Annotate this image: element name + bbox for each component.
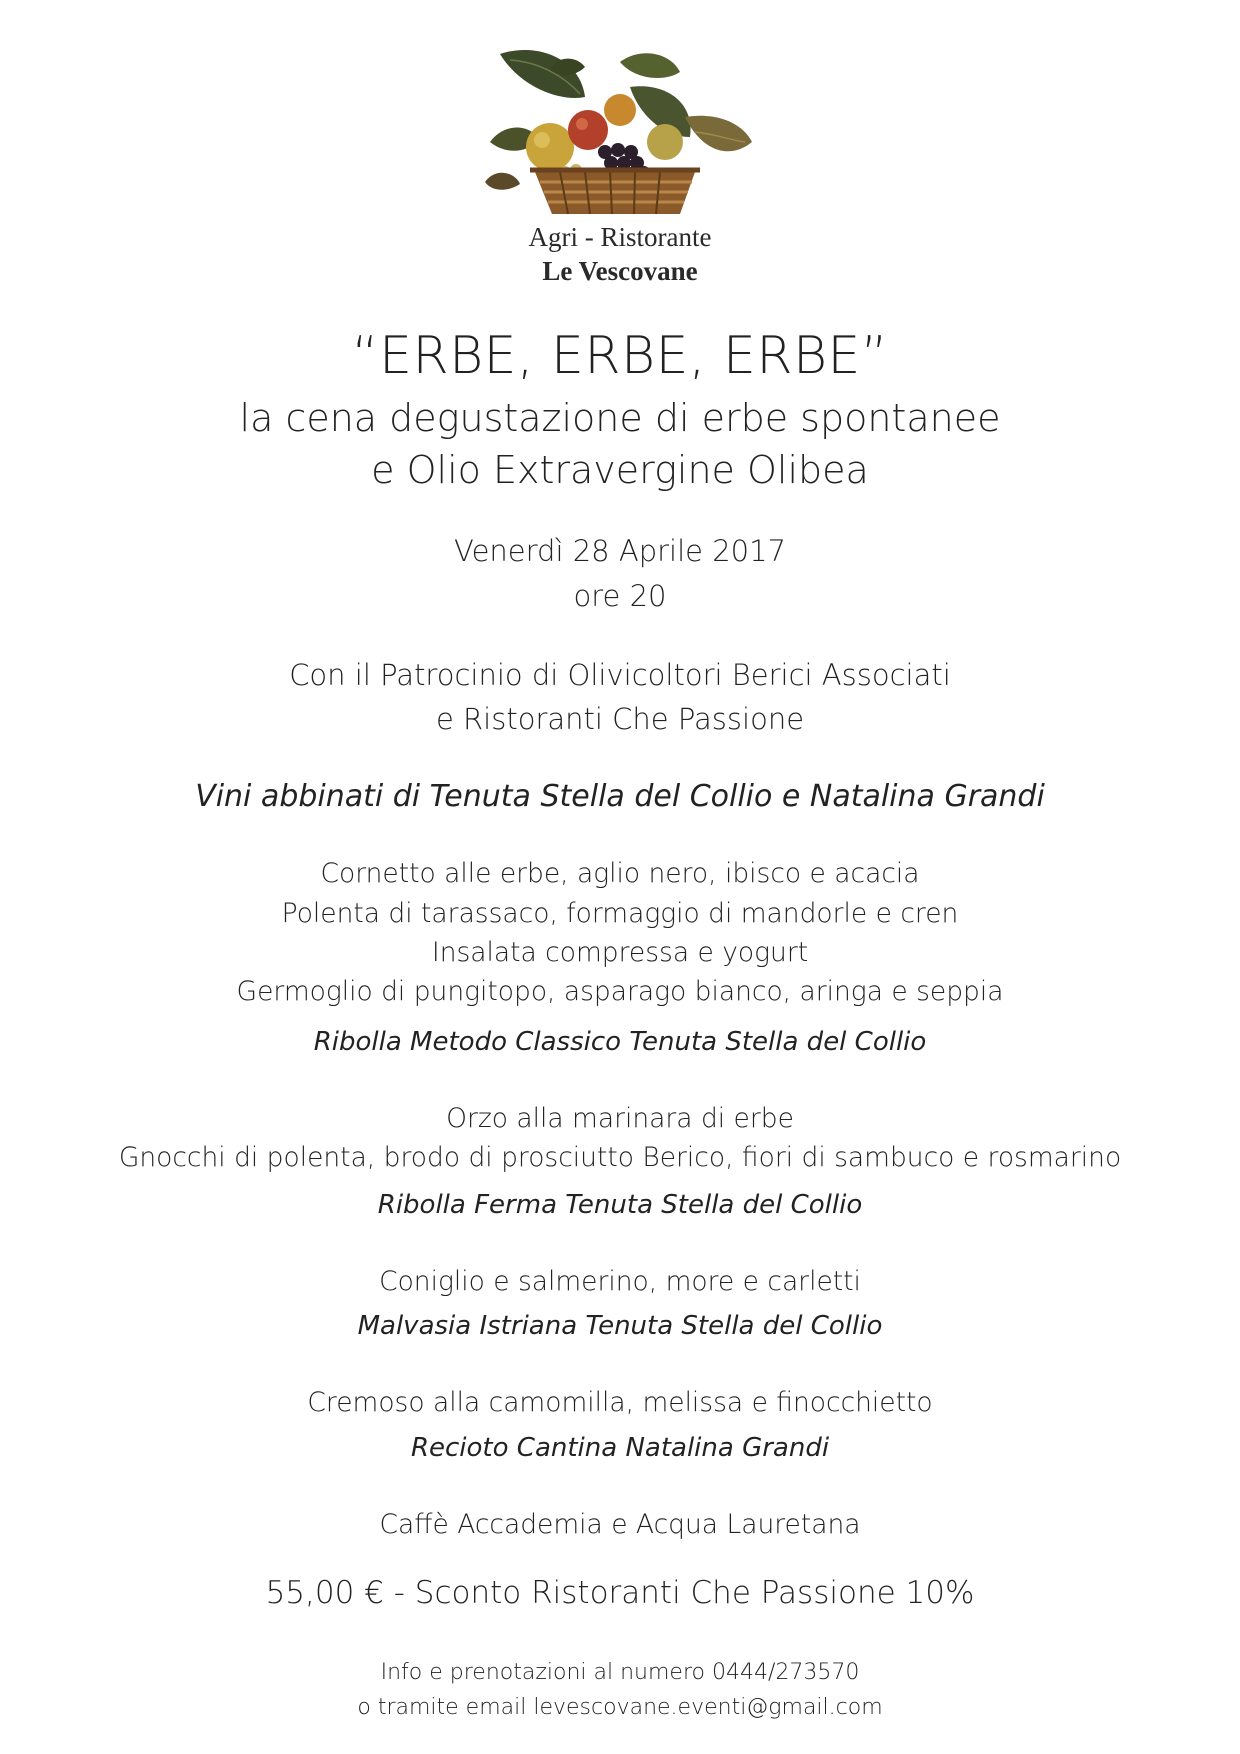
dish-item: Coniglio e salmerino, more e carletti bbox=[379, 1266, 861, 1297]
event-title: “ERBE, ERBE, ERBE” bbox=[351, 326, 889, 386]
wine-pairing: Malvasia Istriana Tenuta Stella del Collio bbox=[357, 1311, 883, 1341]
brand-name-line1: Agri - Ristorante bbox=[528, 222, 712, 252]
price-line: 55,00 € - Sconto Ristoranti Che Passione 10% bbox=[265, 1575, 975, 1611]
dish-item: Orzo alla marinara di erbe bbox=[446, 1103, 794, 1134]
contact-phone: Info e prenotazioni al numero 0444/273570 bbox=[380, 1660, 860, 1685]
dish-item: Insalata compressa e yogurt bbox=[431, 937, 809, 968]
wine-pairing: Ribolla Ferma Tenuta Stella del Collio bbox=[377, 1190, 863, 1220]
event-subtitle-2: e Olio Extravergine Olibea bbox=[371, 448, 869, 492]
dish-item: Cornetto alle erbe, aglio nero, ibisco e acacia bbox=[320, 858, 920, 889]
patronage-line-1: Con il Patrocinio di Olivicoltori Berici Associati bbox=[289, 658, 951, 692]
contact-email: o tramite email levescovane.eventi@gmail.com bbox=[357, 1695, 883, 1720]
event-date: Venerdì 28 Aprile 2017 bbox=[453, 534, 786, 568]
event-time: ore 20 bbox=[573, 579, 667, 613]
logo bbox=[0, 42, 1240, 222]
wine-pairing: Recioto Cantina Natalina Grandi bbox=[410, 1433, 830, 1463]
event-subtitle-1: la cena degustazione di erbe spontanee bbox=[239, 396, 1001, 440]
dish-item: Gnocchi di polenta, brodo di prosciutto Berico, fiori di sambuco e rosmarino bbox=[118, 1142, 1122, 1173]
fruit-basket-icon bbox=[480, 42, 760, 217]
patronage-line-2: e Ristoranti Che Passione bbox=[435, 702, 805, 736]
dish-item: Germoglio di pungitopo, asparago bianco, aringa e seppia bbox=[236, 976, 1004, 1007]
dish-item: Cremoso alla camomilla, melissa e finocchietto bbox=[307, 1387, 933, 1418]
extras-line: Caffè Accademia e Acqua Lauretana bbox=[379, 1509, 861, 1540]
wines-intro: Vini abbinati di Tenuta Stella del Collio e Natalina Grandi bbox=[195, 779, 1045, 814]
dish-item: Polenta di tarassaco, formaggio di mandorle e cren bbox=[281, 898, 959, 929]
wine-pairing: Ribolla Metodo Classico Tenuta Stella del Collio bbox=[313, 1027, 927, 1057]
brand-name-line2: Le Vescovane bbox=[542, 256, 698, 286]
